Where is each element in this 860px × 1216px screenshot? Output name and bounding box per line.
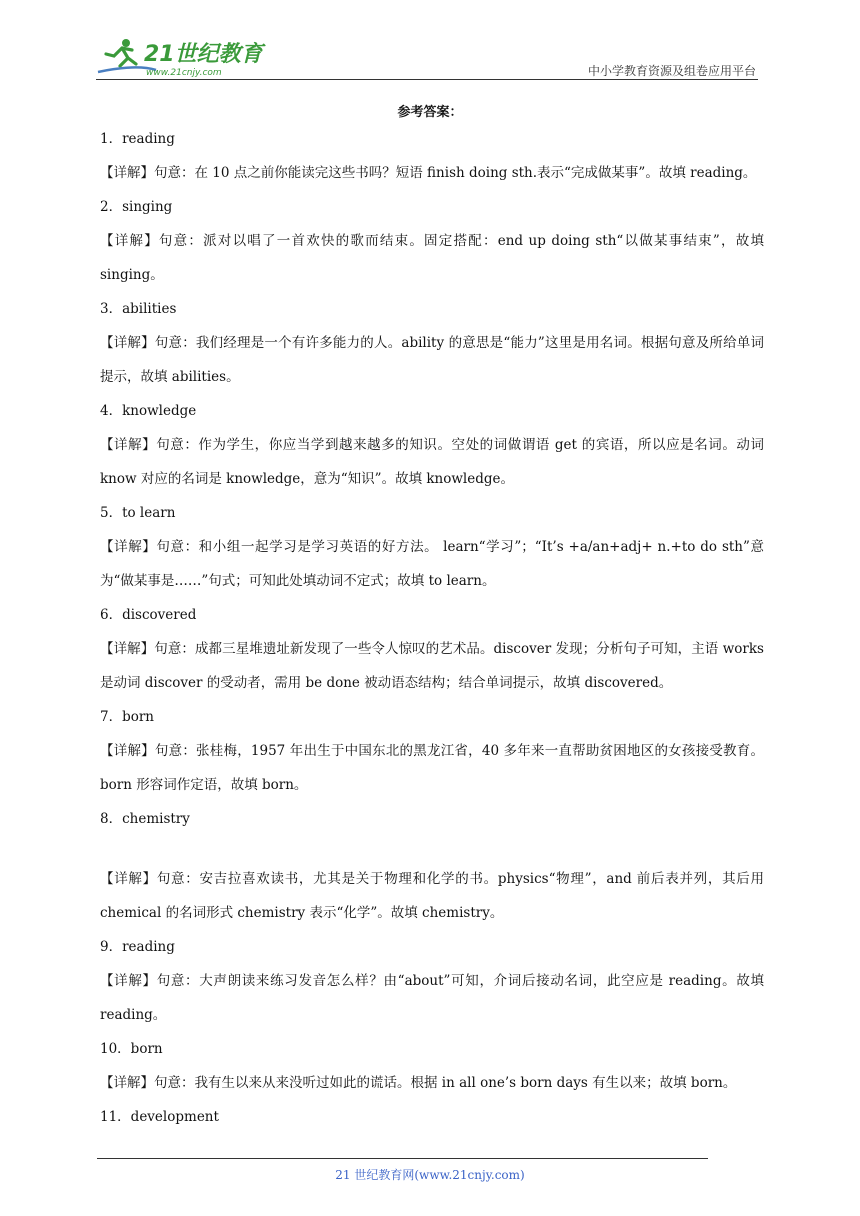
answer-item <box>100 930 764 1032</box>
answer-detail: 【详解】句意：派对以唱了一首欢快的歌而结束。固定搭配：end up doing sth“以做某事结束”，故填 singing。 <box>100 233 764 283</box>
answer-item <box>100 598 764 700</box>
answer-item <box>100 1100 764 1134</box>
site-logo[interactable] <box>96 34 266 78</box>
platform-name: 中小学教育资源及组卷应用平台 <box>587 64 756 78</box>
answer-heading: 3．abilities <box>100 301 177 317</box>
answer-heading: 6．discovered <box>100 607 197 623</box>
answer-heading: 10．born <box>100 1041 163 1057</box>
answer-item <box>100 496 764 598</box>
answer-item <box>100 802 764 930</box>
logo-text: 21世纪教育 <box>144 42 263 67</box>
answer-detail: 【详解】句意：安吉拉喜欢读书，尤其是关于物理和化学的书。physics“物理”，and 前后表并列，其后用 chemical 的名词形式 chemistry 表示“化学”。故填 chemistry。 <box>100 871 764 921</box>
footer-divider <box>97 1158 708 1159</box>
answer-detail: 【详解】句意：作为学生，你应当学到越来越多的知识。空处的词做谓语 get 的宾语，所以应是名词。动词 know 对应的名词是 knowledge，意为“知识”。故填 knowledge。 <box>100 437 764 487</box>
blank-gap <box>100 836 764 862</box>
answer-heading: 7．born <box>100 709 155 725</box>
answer-detail: 【详解】句意：我有生以来从来没听过如此的谎话。根据 in all one’s born days 有生以来；故填 born。 <box>100 1075 737 1091</box>
answer-heading: 8．chemistry <box>100 811 190 827</box>
answer-item <box>100 700 764 802</box>
answer-detail: 【详解】句意：我们经理是一个有许多能力的人。ability 的意思是“能力”这里是用名词。根据句意及所给单词提示，故填 abilities。 <box>100 335 764 385</box>
answer-item <box>100 1032 764 1100</box>
answer-heading: 9．reading <box>100 939 175 955</box>
answer-detail: 【详解】句意：成都三星堆遗址新发现了一些令人惊叹的艺术品。discover 发现；分析句子可知，主语 works 是动词 discover 的受动者，需用 be done 被动语态结构；结合单词提示，故填 discovered。 <box>100 641 764 691</box>
answer-detail: 【详解】句意：在 10 点之前你能读完这些书吗？短语 finish doing sth.表示“完成做某事”。故填 reading。 <box>100 165 757 181</box>
answer-heading: 1．reading <box>100 131 175 147</box>
answer-heading: 2．singing <box>100 199 173 215</box>
answer-list <box>100 122 764 1134</box>
answer-detail: 【详解】句意：和小组一起学习是学习英语的好方法。 learn“学习”；“It’s +a/an+adj+ n.+to do sth”意为“做某事是……”句式；可知此处填动词不定式；故填 to learn。 <box>100 539 764 589</box>
answer-heading: 11．development <box>100 1109 219 1125</box>
page-title: 参考答案： <box>397 105 463 120</box>
answer-item <box>100 122 764 190</box>
answer-item <box>100 190 764 292</box>
footer-link[interactable]: 21 世纪教育网(www.21cnjy.com) <box>335 1168 525 1182</box>
page-header <box>96 30 758 80</box>
answer-detail: 【详解】句意：张桂梅，1957 年出生于中国东北的黑龙江省，40 多年来一直帮助贫困地区的女孩接受教育。born 形容词作定语，故填 born。 <box>100 743 764 793</box>
answer-heading: 4．knowledge <box>100 403 197 419</box>
answer-heading: 5．to learn <box>100 505 176 521</box>
logo-url: www.21cnjy.com <box>146 68 222 78</box>
answer-item <box>100 292 764 394</box>
answer-item <box>100 394 764 496</box>
header-divider <box>96 79 758 80</box>
logo-graphic <box>96 34 266 78</box>
answer-detail: 【详解】句意：大声朗读来练习发音怎么样？由“about”可知，介词后接动名词，此空应是 reading。故填 reading。 <box>100 973 764 1023</box>
